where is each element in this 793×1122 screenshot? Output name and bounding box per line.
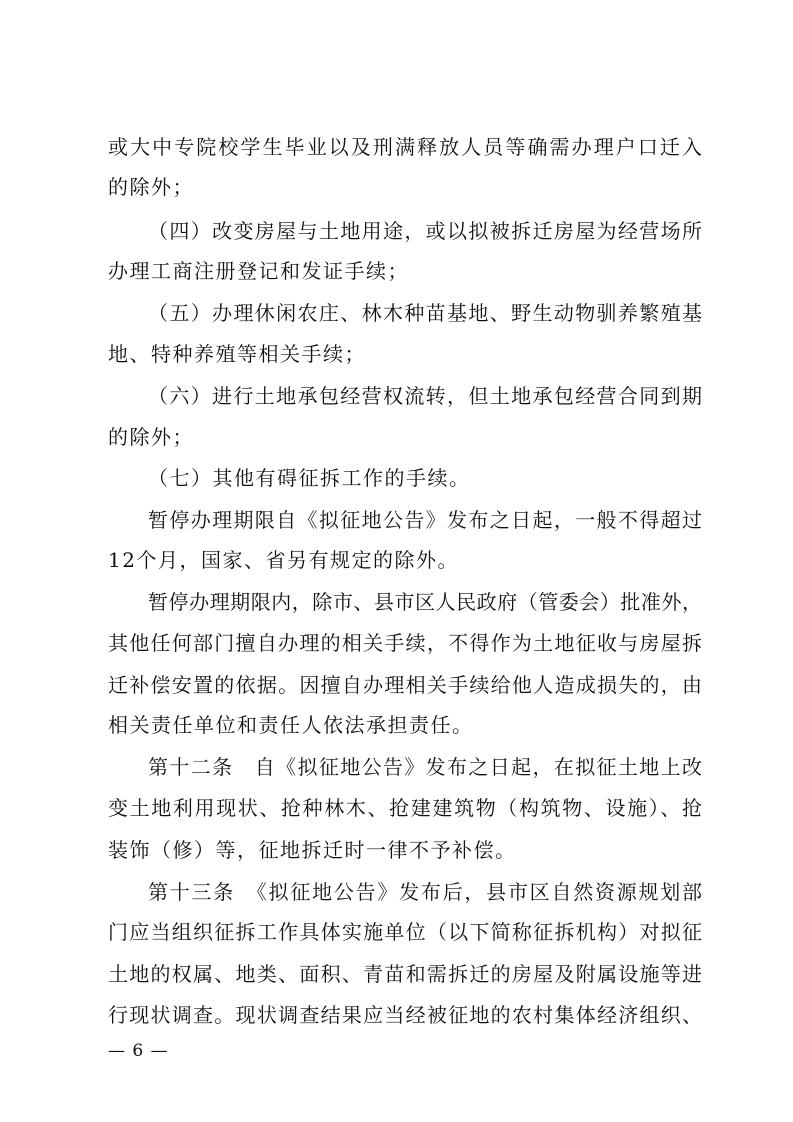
text-line: 地、特种养殖等相关手续； (108, 342, 366, 366)
text-line: （七）其他有碍征拆工作的手续。 (148, 466, 471, 490)
text-line: 迁补偿安置的依据。因擅自办理相关手续给他人造成损失的，由 (108, 673, 702, 697)
text-line: 的除外； (108, 175, 194, 199)
text-line: （五）办理休闲农庄、林木种苗基地、野生动物驯养繁殖基 (148, 301, 702, 325)
text-line: 变土地利用现状、抢种林木、抢建建筑物（构筑物、设施）、抢 (108, 796, 702, 820)
text-line: 第十三条 《拟征地公告》发布后，县市区自然资源规划部 (148, 880, 702, 904)
text-line: 门应当组织征拆工作具体实施单位（以下简称征拆机构）对拟征 (108, 920, 702, 944)
text-line: 行现状调查。现状调查结果应当经被征地的农村集体经济组织、 (108, 1003, 702, 1027)
text-line: 或大中专院校学生毕业以及刑满释放人员等确需办理户口迁入 (108, 135, 702, 159)
text-line: 办理工商注册登记和发证手续； (108, 259, 409, 283)
text-line: 相关责任单位和责任人依法承担责任。 (108, 713, 474, 737)
text-line: （六）进行土地承包经营权流转，但土地承包经营合同到期 (148, 384, 702, 408)
page-number: — 6 — (108, 1041, 169, 1061)
text-line: 暂停办理期限内，除市、县市区人民政府（管委会）批准外， (148, 590, 702, 614)
text-line: 的除外； (108, 425, 194, 449)
text-line: 第十二条 自《拟征地公告》发布之日起，在拟征土地上改 (148, 755, 702, 779)
text-line: 其他任何部门擅自办理的相关手续，不得作为土地征收与房屋拆 (108, 631, 702, 655)
text-line: 暂停办理期限自《拟征地公告》发布之日起，一般不得超过 (148, 508, 702, 532)
text-line: 装饰（修）等，征地拆迁时一律不予补偿。 (108, 838, 517, 862)
text-line: （四）改变房屋与土地用途，或以拟被拆迁房屋为经营场所 (148, 219, 702, 243)
text-line: 12个月，国家、省另有规定的除外。 (108, 548, 459, 572)
text-line: 土地的权属、地类、面积、青苗和需拆迁的房屋及附属设施等进 (108, 962, 702, 986)
